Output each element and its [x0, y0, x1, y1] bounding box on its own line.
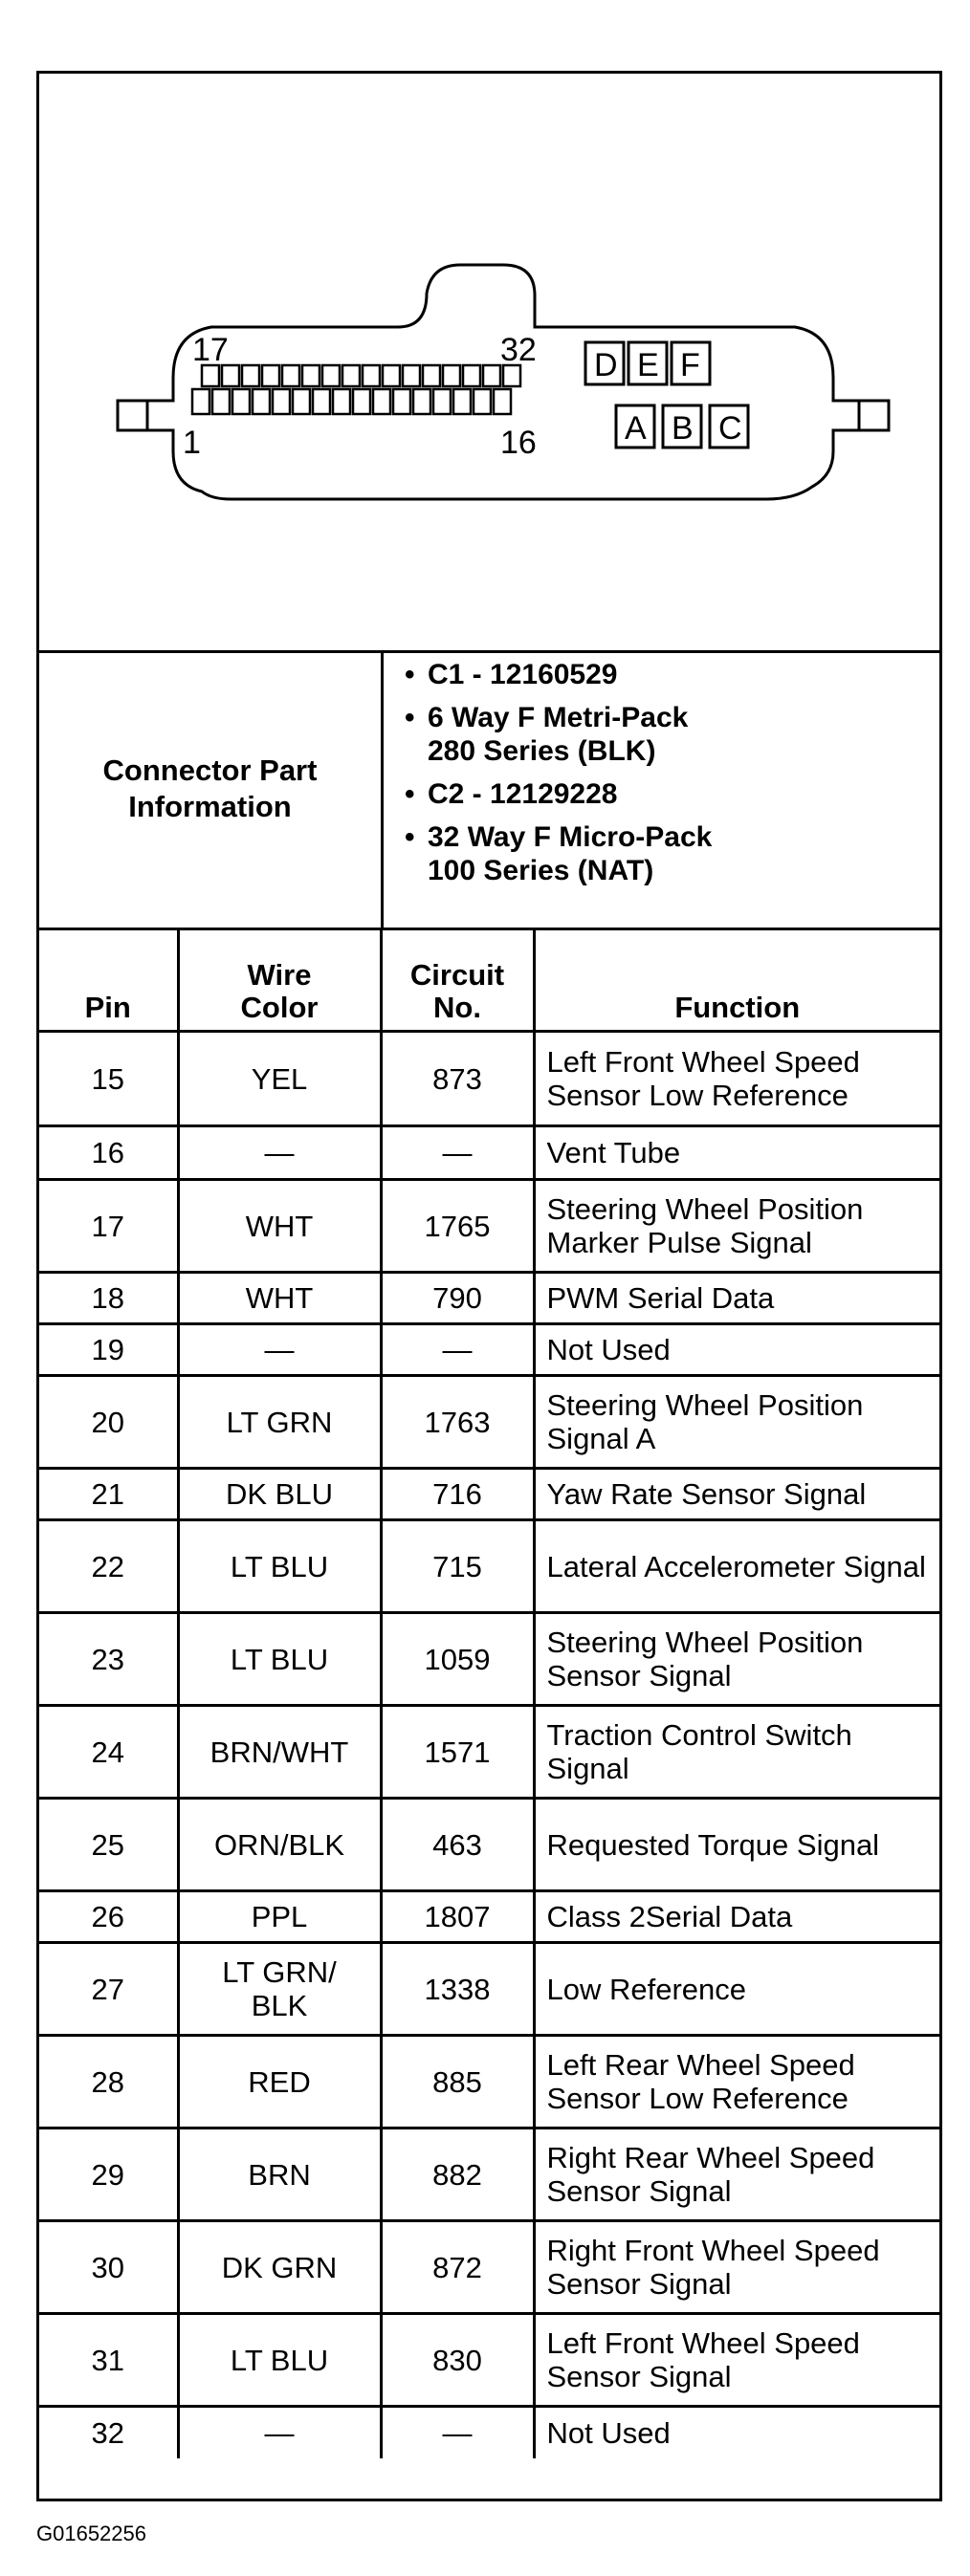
connector-info-item: • 6 Way F Metri-Pack 280 Series (BLK) [405, 701, 939, 768]
pin-cell: 20 [39, 1376, 178, 1469]
circuit-cell: 1765 [381, 1180, 534, 1273]
cavity-top-0-label: D [594, 347, 618, 383]
pin-cavity-top [262, 365, 279, 386]
pin-cell: 26 [39, 1891, 178, 1943]
pin-cavity-bottom [474, 389, 491, 414]
function-cell: Lateral Accelerometer Signal [534, 1520, 939, 1613]
left-latch [118, 401, 147, 430]
pin-cavity-top [363, 365, 380, 386]
function-cell: Right Front Wheel Speed Sensor Signal [534, 2221, 939, 2314]
pin-cell: 18 [39, 1273, 178, 1324]
connector-info-list [384, 650, 939, 928]
circuit-cell: 1338 [381, 1943, 534, 2036]
cavity-bottom-2-label: C [718, 410, 742, 447]
cavity-top-2-label: F [680, 347, 700, 383]
pin-label-17: 17 [192, 332, 229, 368]
pin-cavity-bottom [212, 389, 230, 414]
function-cell: Steering Wheel Position Sensor Signal [534, 1613, 939, 1706]
connector-info-heading [39, 650, 384, 928]
table-row [39, 1799, 939, 1891]
function-cell: Class 2Serial Data [534, 1891, 939, 1943]
pin-cavity-top [403, 365, 420, 386]
pin-cell: 15 [39, 1032, 178, 1126]
circuit-cell: 1807 [381, 1891, 534, 1943]
pin-cavity-top [302, 365, 320, 386]
pin-cavity-bottom [433, 389, 451, 414]
circuit-cell: 830 [381, 2314, 534, 2407]
table-row [39, 2314, 939, 2407]
connector-info-item: • C2 - 12129228 [405, 777, 939, 811]
circuit-cell: 885 [381, 2036, 534, 2128]
pin-cell: 24 [39, 1706, 178, 1799]
pin-cavity-rows [192, 365, 520, 414]
table-row [39, 1891, 939, 1943]
pin-cavity-top [423, 365, 440, 386]
pin-cavity-top [383, 365, 400, 386]
table-row [39, 1706, 939, 1799]
circuit-cell: 873 [381, 1032, 534, 1126]
pin-cell: 25 [39, 1799, 178, 1891]
pin-cavity-top [242, 365, 259, 386]
header-wire-color: Wire Color [178, 928, 381, 1032]
circuit-cell: 716 [381, 1469, 534, 1520]
table-row [39, 2036, 939, 2128]
wire-color-cell: — [178, 2407, 381, 2458]
table-row [39, 1613, 939, 1706]
table-row [39, 1469, 939, 1520]
pin-cell: 27 [39, 1943, 178, 2036]
table-row [39, 1126, 939, 1180]
header-function: Function [534, 928, 939, 1032]
pin-cavity-top [483, 365, 500, 386]
wire-color-cell: — [178, 1324, 381, 1376]
figure-id-caption: G01652256 [36, 2521, 146, 2545]
connector-drawing [39, 74, 939, 647]
circuit-cell: — [381, 2407, 534, 2458]
wire-color-cell: LT BLU [178, 1520, 381, 1613]
function-cell: Low Reference [534, 1943, 939, 2036]
pin-cavity-bottom [393, 389, 410, 414]
pin-cell: 29 [39, 2128, 178, 2221]
connector-face-diagram [39, 74, 939, 653]
pin-cavity-top [443, 365, 460, 386]
wire-color-cell: LT BLU [178, 1613, 381, 1706]
pin-cavity-top [222, 365, 239, 386]
table-row [39, 1520, 939, 1613]
function-cell: PWM Serial Data [534, 1273, 939, 1324]
table-body [39, 1032, 939, 2458]
wire-color-cell: DK GRN [178, 2221, 381, 2314]
wire-color-cell: WHT [178, 1180, 381, 1273]
pin-cavity-bottom [494, 389, 511, 414]
circuit-cell: 463 [381, 1799, 534, 1891]
circuit-cell: 715 [381, 1520, 534, 1613]
connector-table-frame [36, 71, 942, 2501]
large-cavities [585, 342, 748, 448]
table-row [39, 1376, 939, 1469]
circuit-cell: — [381, 1126, 534, 1180]
wire-color-cell: — [178, 1126, 381, 1180]
pin-cavity-bottom [232, 389, 250, 414]
pin-cell: 19 [39, 1324, 178, 1376]
table-header-row [39, 928, 939, 1032]
function-cell: Vent Tube [534, 1126, 939, 1180]
circuit-cell: — [381, 1324, 534, 1376]
pin-cavity-top [342, 365, 360, 386]
wire-color-cell: BRN [178, 2128, 381, 2221]
connector-part-info [39, 650, 939, 930]
pin-cell: 30 [39, 2221, 178, 2314]
right-latch [859, 401, 889, 430]
function-cell: Traction Control Switch Signal [534, 1706, 939, 1799]
function-cell: Steering Wheel Position Marker Pulse Signal [534, 1180, 939, 1273]
table-row [39, 1943, 939, 2036]
wire-color-cell: ORN/BLK [178, 1799, 381, 1891]
pin-cell: 17 [39, 1180, 178, 1273]
wire-color-cell: YEL [178, 1032, 381, 1126]
table-row [39, 1032, 939, 1126]
pin-cavity-top [282, 365, 299, 386]
circuit-cell: 1763 [381, 1376, 534, 1469]
pin-cell: 22 [39, 1520, 178, 1613]
function-cell: Not Used [534, 2407, 939, 2458]
pin-cell: 16 [39, 1126, 178, 1180]
wire-color-cell: LT GRN [178, 1376, 381, 1469]
wire-color-cell: BRN/WHT [178, 1706, 381, 1799]
circuit-cell: 790 [381, 1273, 534, 1324]
pin-cavity-top [322, 365, 340, 386]
pin-cavity-top [463, 365, 480, 386]
pin-cavity-bottom [353, 389, 370, 414]
circuit-cell: 1059 [381, 1613, 534, 1706]
table-row [39, 1180, 939, 1273]
pin-cavity-top [503, 365, 520, 386]
pin-cavity-bottom [253, 389, 270, 414]
table-row [39, 1273, 939, 1324]
pin-cell: 23 [39, 1613, 178, 1706]
function-cell: Right Rear Wheel Speed Sensor Signal [534, 2128, 939, 2221]
pin-cavity-bottom [413, 389, 430, 414]
pinout-table [39, 928, 939, 2458]
connector-info-label: Connector Part Information [102, 753, 318, 823]
function-cell: Not Used [534, 1324, 939, 1376]
wire-color-cell: LT BLU [178, 2314, 381, 2407]
circuit-cell: 882 [381, 2128, 534, 2221]
pin-cell: 21 [39, 1469, 178, 1520]
function-cell: Left Front Wheel Speed Sensor Signal [534, 2314, 939, 2407]
cavity-bottom-0-label: A [625, 410, 647, 447]
wire-color-cell: LT GRN/ BLK [178, 1943, 381, 2036]
wire-color-cell: PPL [178, 1891, 381, 1943]
pin-cavity-top [202, 365, 219, 386]
wire-color-cell: DK BLU [178, 1469, 381, 1520]
pin-cavity-bottom [333, 389, 350, 414]
circuit-cell: 872 [381, 2221, 534, 2314]
function-cell: Left Rear Wheel Speed Sensor Low Reference [534, 2036, 939, 2128]
connector-info-item: • 32 Way F Micro-Pack 100 Series (NAT) [405, 820, 939, 887]
table-row [39, 2221, 939, 2314]
pin-cavity-bottom [293, 389, 310, 414]
wire-color-cell: WHT [178, 1273, 381, 1324]
table-row [39, 2407, 939, 2458]
function-cell: Steering Wheel Position Signal A [534, 1376, 939, 1469]
pin-label-1: 1 [183, 425, 201, 461]
function-cell: Left Front Wheel Speed Sensor Low Reference [534, 1032, 939, 1126]
pin-label-16: 16 [500, 425, 537, 461]
pin-cavity-bottom [313, 389, 330, 414]
connector-info-item: • C1 - 12160529 [405, 658, 939, 691]
pin-cell: 28 [39, 2036, 178, 2128]
table-row [39, 2128, 939, 2221]
function-cell: Requested Torque Signal [534, 1799, 939, 1891]
pin-cavity-bottom [453, 389, 471, 414]
wire-color-cell: RED [178, 2036, 381, 2128]
cavity-top-1-label: E [637, 347, 659, 383]
cavity-bottom-1-label: B [672, 410, 694, 447]
table-row [39, 1324, 939, 1376]
circuit-cell: 1571 [381, 1706, 534, 1799]
pin-cell: 32 [39, 2407, 178, 2458]
header-pin: Pin [39, 928, 178, 1032]
function-cell: Yaw Rate Sensor Signal [534, 1469, 939, 1520]
pin-label-32: 32 [500, 332, 537, 368]
pin-cavity-bottom [373, 389, 390, 414]
header-circuit-no: Circuit No. [381, 928, 534, 1032]
pin-cell: 31 [39, 2314, 178, 2407]
pin-cavity-bottom [273, 389, 290, 414]
pin-cavity-bottom [192, 389, 209, 414]
